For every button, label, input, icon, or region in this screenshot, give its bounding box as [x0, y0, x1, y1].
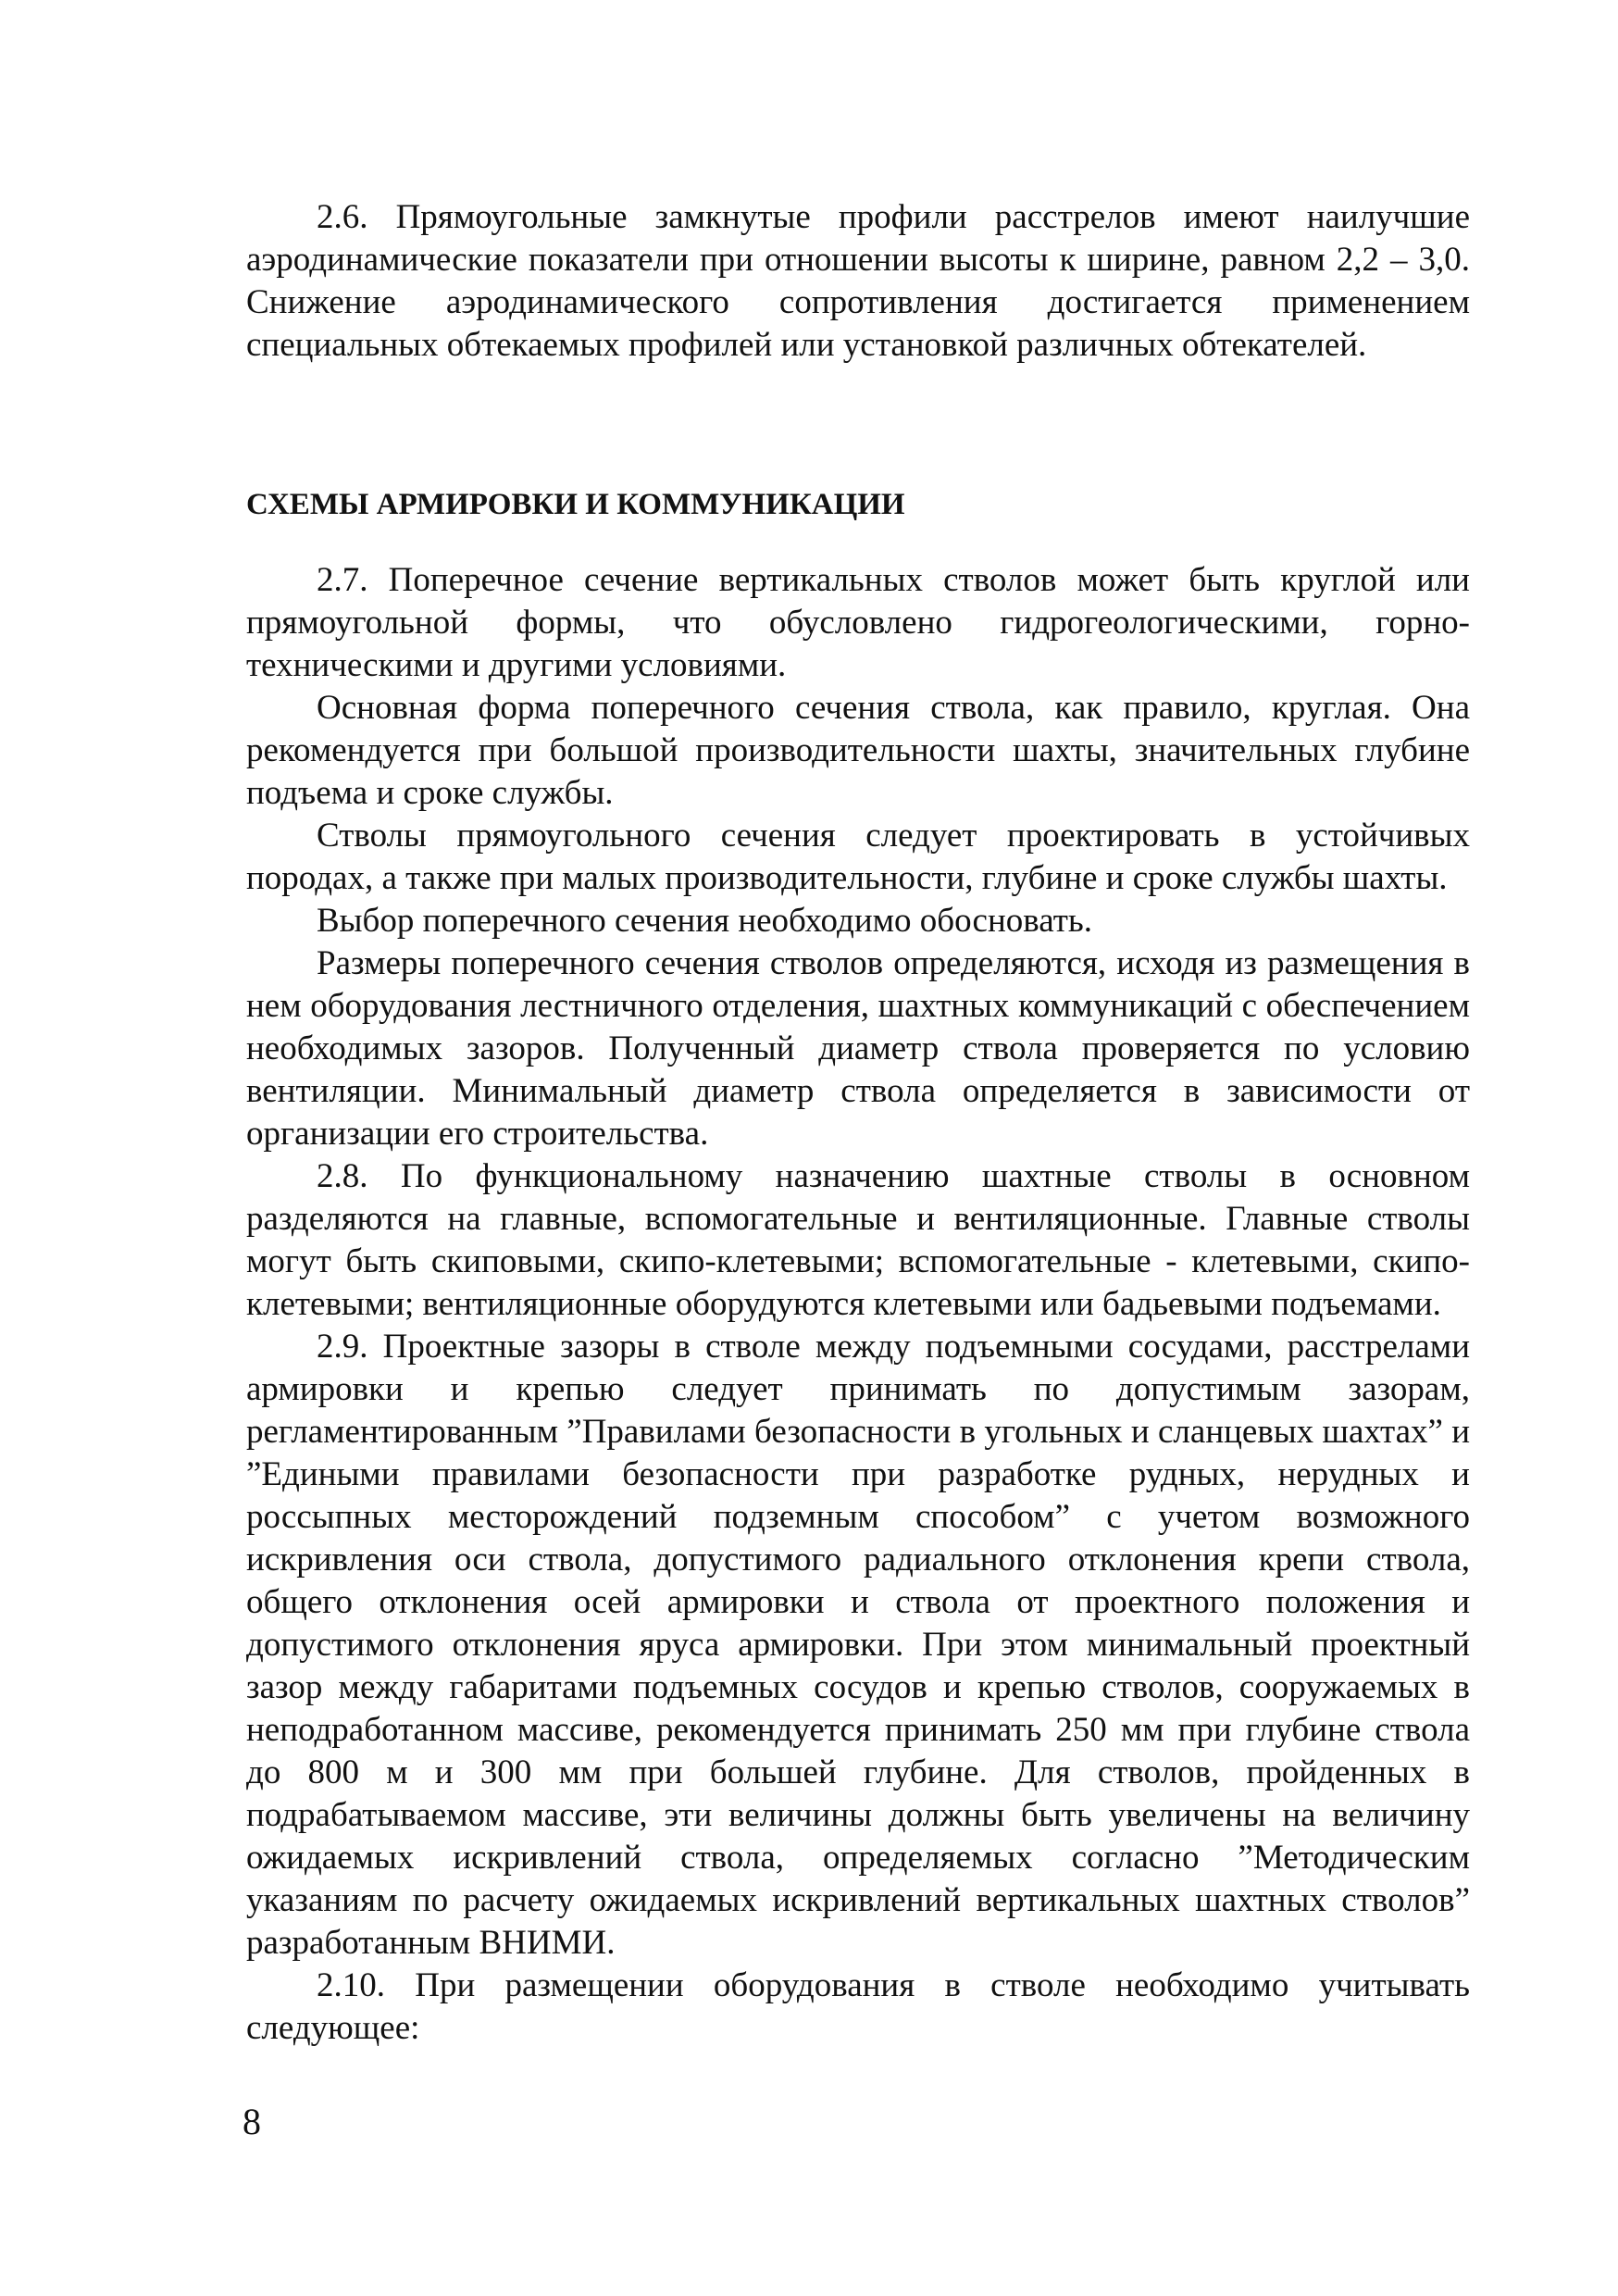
paragraph-section-choice: Выбор поперечного сечения необходимо обосновать.: [317, 902, 1092, 940]
paragraph-2-7: 2.7. Поперечное сечение вертикальных стволов может быть круглой или прямоугольной формы, что обусловлено гидрогеологическими, горно-техническими и другими условиями.: [246, 561, 1470, 684]
paragraph-main-shape: Основная форма поперечного сечения ствола, как правило, круглая. Она рекомендуется при большой производительности шахты, значительных глубине подъема и сроке службы.: [246, 689, 1470, 812]
paragraph-2-6: 2.6. Прямоугольные замкнутые профили расстрелов имеют наилучшие аэродинамические показатели при отношении высоты к ширине, равном 2,2 – 3,0. Снижение аэродинамического сопротивления достигается применением специальных обтекаемых профилей или установкой различных обтекателей.: [246, 198, 1470, 364]
page-number: 8: [243, 2101, 261, 2142]
paragraph-section-sizes: Размеры поперечного сечения стволов определяются, исходя из размещения в нем оборудования лестничного отделения, шахтных коммуникаций с обеспечением необходимых зазоров. Полученный диаметр ствола проверяется по условию вентиляции. Минимальный диаметр ствола определяется в зависимости от организации его строительства.: [246, 944, 1470, 1153]
main-text: [246, 559, 1470, 2050]
paragraph-2-9: 2.9. Проектные зазоры в стволе между подъемными сосудами, расстрелами армировки и крепью следует принимать по допустимым зазорам, регламентированным ”Правилами безопасности в угольных и сланцевых шахтах” и ”Едиными правилами безопасности при разработке рудных, нерудных и россыпных месторождений подземным способом” с учетом возможного искривления оси ствола, допустимого радиального отклонения крепи ствола, общего отклонения осей армировки и ствола от проектного положения и допустимого отклонения яруса армировки. При этом минимальный проектный зазор между габаритами подъемных сосудов и крепью стволов, сооружаемых в неподработанном массиве, рекомендуется принимать 250 мм при глубине ствола до 800 м и 300 мм при большей глубине. Для стволов, пройденных в подрабатываемом массиве, эти величины должны быть увеличены на величину ожидаемых искривлений ствола, определяемых согласно ”Методическим указаниям по расчету ожидаемых искривлений вертикальных шахтных стволов” разработанным ВНИМИ.: [246, 1328, 1470, 1962]
paragraph-rectangular-shafts: Стволы прямоугольного сечения следует проектировать в устойчивых породах, а также при малых производительности, глубине и сроке службы шахты.: [246, 817, 1470, 897]
paragraph-2-8: 2.8. По функциональному назначению шахтные стволы в основном разделяются на главные, вспомогательные и вентиляционные. Главные стволы могут быть скиповыми, скипо-клетевыми; вспомогательные - клетевыми, скипо-клетевыми; вентиляционные оборудуются клетевыми или бадьевыми подъемами.: [246, 1157, 1470, 1323]
section-heading: СХЕМЫ АРМИРОВКИ И КОММУНИКАЦИИ: [246, 488, 905, 521]
paragraph-2-10: 2.10. При размещении оборудования в стволе необходимо учитывать следующее:: [246, 1966, 1470, 2047]
section-2-6: [246, 196, 1470, 367]
